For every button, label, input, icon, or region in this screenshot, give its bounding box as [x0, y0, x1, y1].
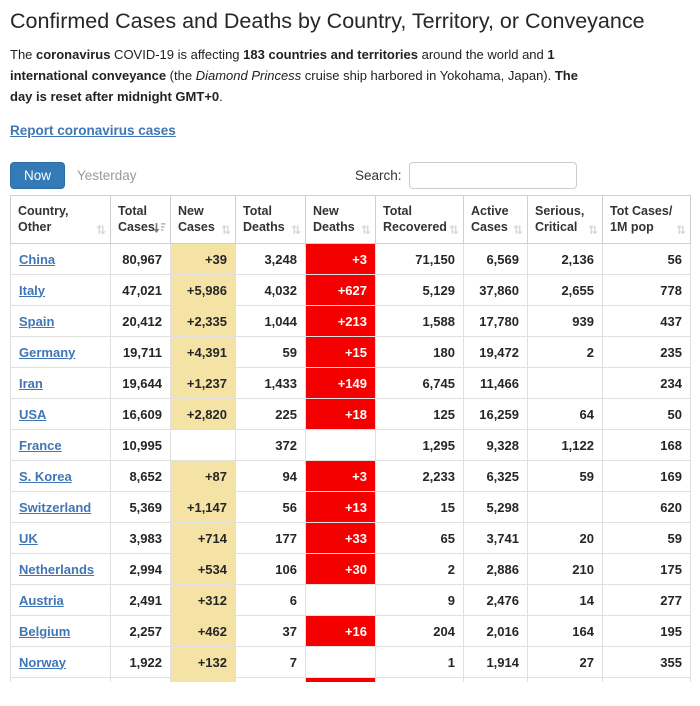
report-cases-link[interactable]: Report coronavirus cases [10, 123, 176, 138]
cell-country [11, 306, 111, 337]
column-header-label: New [178, 204, 204, 218]
cell-total-recovered: 65 [376, 523, 464, 554]
cell-country [11, 616, 111, 647]
column-header-label: Total [118, 204, 147, 218]
cell-serious-critical: 210 [528, 554, 603, 585]
cell-active-cases: 3,741 [464, 523, 528, 554]
cell-new-deaths: +627 [306, 275, 376, 306]
cell-new-cases: +462 [171, 616, 236, 647]
table-row [11, 399, 691, 430]
cell-new-cases: +5,986 [171, 275, 236, 306]
cell-new-deaths: +18 [306, 399, 376, 430]
column-header-label: New [313, 204, 339, 218]
cell-serious-critical: 2 [528, 337, 603, 368]
country-link[interactable]: Austria [19, 592, 64, 608]
cell-total-recovered: 5,129 [376, 275, 464, 306]
column-header-country[interactable] [11, 196, 111, 244]
cell-active-cases: 17,780 [464, 306, 528, 337]
search-group [355, 162, 577, 189]
yesterday-button[interactable]: Yesterday [65, 163, 149, 188]
column-header-active-cases[interactable] [464, 196, 528, 244]
table-controls [10, 162, 690, 190]
cell-country [11, 585, 111, 616]
cell-cases-per-1m: 56 [603, 244, 691, 275]
cell-cases-per-1m: 195 [603, 616, 691, 647]
cell-active-cases: 6,325 [464, 461, 528, 492]
table-row [11, 368, 691, 399]
cell-total-cases: 20,412 [111, 306, 171, 337]
cell-cases-per-1m: 59 [603, 523, 691, 554]
intro-text-segment: coronavirus [36, 47, 111, 62]
cell-serious-critical [528, 678, 603, 682]
sort-icon: ⇅ [448, 223, 459, 237]
country-link[interactable]: Norway [19, 654, 66, 670]
column-header-label: 1M pop [610, 220, 654, 234]
table-row [11, 275, 691, 306]
cell-serious-critical: 164 [528, 616, 603, 647]
cell-cases-per-1m: 778 [603, 275, 691, 306]
sort-icon: ⇅ [587, 223, 598, 237]
cell-total-cases: 19,644 [111, 368, 171, 399]
column-header-label: Serious, [535, 204, 585, 218]
column-header-label: Other [18, 220, 52, 234]
cell-total-deaths: 6 [236, 585, 306, 616]
page-title: Confirmed Cases and Deaths by Country, Territory, or Conveyance [10, 9, 645, 33]
cell-total-deaths: 4,032 [236, 275, 306, 306]
cell-new-cases: +2,335 [171, 306, 236, 337]
cell-total-cases: 10,995 [111, 430, 171, 461]
cell-total-recovered: 2 [376, 554, 464, 585]
column-header-label: Recovered [383, 220, 447, 234]
sort-icon: ⇅ [360, 223, 371, 237]
cell-new-cases: +87 [171, 461, 236, 492]
sort-icon: ⇅ [290, 223, 301, 237]
intro-text-segment: . [219, 89, 223, 104]
cell-serious-critical: 14 [528, 585, 603, 616]
cell-total-recovered [376, 678, 464, 682]
cell-total-deaths: 94 [236, 461, 306, 492]
country-link[interactable]: Netherlands [19, 561, 95, 577]
country-link[interactable]: UK [19, 530, 38, 546]
country-link[interactable]: Switzerland [19, 499, 92, 515]
intro-text-segment: (the [166, 68, 196, 83]
cell-new-cases: +39 [171, 244, 236, 275]
cell-total-deaths [236, 678, 306, 682]
column-header-cases-per-1m[interactable] [603, 196, 691, 244]
cell-country [11, 337, 111, 368]
cell-total-cases [111, 678, 171, 682]
cell-total-recovered: 204 [376, 616, 464, 647]
table-row [11, 337, 691, 368]
cell-total-deaths: 372 [236, 430, 306, 461]
column-header-label: Cases [471, 220, 508, 234]
cell-total-cases: 8,652 [111, 461, 171, 492]
intro-text-segment: Diamond Princess [195, 68, 302, 83]
cell-country [11, 275, 111, 306]
cell-cases-per-1m: 234 [603, 368, 691, 399]
column-header-label: Total [383, 204, 412, 218]
sort-icon: ⇅ [675, 223, 686, 237]
intro-text-segment: 183 countries and territories [243, 47, 418, 62]
column-header-new-cases[interactable] [171, 196, 236, 244]
cell-serious-critical: 59 [528, 461, 603, 492]
now-button[interactable]: Now [10, 162, 65, 189]
cell-total-recovered: 125 [376, 399, 464, 430]
cell-cases-per-1m: 620 [603, 492, 691, 523]
cell-cases-per-1m: 277 [603, 585, 691, 616]
cell-active-cases: 11,466 [464, 368, 528, 399]
cell-new-cases: +1,147 [171, 492, 236, 523]
cell-total-cases: 47,021 [111, 275, 171, 306]
cell-new-cases: +2,820 [171, 399, 236, 430]
cell-new-deaths: +149 [306, 368, 376, 399]
table-row-partial [11, 678, 691, 682]
cell-cases-per-1m: 169 [603, 461, 691, 492]
cell-new-deaths: +33 [306, 523, 376, 554]
column-header-label: Cases [178, 220, 215, 234]
cell-total-recovered: 71,150 [376, 244, 464, 275]
column-header-label: Cases [118, 220, 155, 234]
column-header-total-cases[interactable] [111, 196, 171, 244]
country-link[interactable]: USA [19, 406, 47, 422]
intro-text-segment: The day is reset after midnight GMT+0 [10, 68, 578, 104]
cell-total-recovered: 2,233 [376, 461, 464, 492]
cell-new-deaths [306, 678, 376, 682]
cell-total-cases: 2,994 [111, 554, 171, 585]
country-link[interactable]: Spain [19, 313, 55, 329]
column-header-label: Tot Cases/ [610, 204, 673, 218]
cell-serious-critical: 939 [528, 306, 603, 337]
country-link[interactable]: Italy [19, 282, 46, 298]
cell-total-deaths: 56 [236, 492, 306, 523]
cell-new-cases: +1,237 [171, 368, 236, 399]
cell-serious-critical: 2,136 [528, 244, 603, 275]
cell-total-deaths: 7 [236, 647, 306, 678]
cell-total-recovered: 15 [376, 492, 464, 523]
cell-total-deaths: 3,248 [236, 244, 306, 275]
search-input[interactable] [409, 162, 577, 189]
column-header-label: Active [471, 204, 509, 218]
cell-new-cases [171, 678, 236, 682]
cell-total-cases: 80,967 [111, 244, 171, 275]
country-link[interactable]: Iran [19, 375, 43, 391]
table-row [11, 616, 691, 647]
cell-new-deaths: +15 [306, 337, 376, 368]
cell-serious-critical: 64 [528, 399, 603, 430]
cell-total-deaths: 37 [236, 616, 306, 647]
table-row [11, 306, 691, 337]
cell-total-recovered: 6,745 [376, 368, 464, 399]
cell-total-recovered: 180 [376, 337, 464, 368]
cell-total-recovered: 9 [376, 585, 464, 616]
column-header-total-recovered[interactable] [376, 196, 464, 244]
cases-table [10, 195, 691, 682]
sort-icon: ⇅ [95, 223, 106, 237]
cell-new-cases: +534 [171, 554, 236, 585]
cell-country [11, 461, 111, 492]
cell-total-deaths: 106 [236, 554, 306, 585]
cell-total-cases: 2,257 [111, 616, 171, 647]
column-header-label: Critical [535, 220, 578, 234]
table-row [11, 554, 691, 585]
cell-active-cases: 16,259 [464, 399, 528, 430]
intro-text-segment: The [10, 47, 37, 62]
cell-active-cases: 2,886 [464, 554, 528, 585]
cell-total-deaths: 1,044 [236, 306, 306, 337]
cell-total-cases: 3,983 [111, 523, 171, 554]
table-row [11, 523, 691, 554]
cell-total-cases: 5,369 [111, 492, 171, 523]
table-header-row [11, 196, 691, 244]
cell-country [11, 368, 111, 399]
cell-new-deaths: +16 [306, 616, 376, 647]
cell-serious-critical: 27 [528, 647, 603, 678]
cell-new-deaths: +213 [306, 306, 376, 337]
cell-new-deaths: +3 [306, 461, 376, 492]
cell-cases-per-1m: 437 [603, 306, 691, 337]
cell-country [11, 244, 111, 275]
table-row [11, 244, 691, 275]
cell-new-cases: +4,391 [171, 337, 236, 368]
cell-total-deaths: 177 [236, 523, 306, 554]
cell-total-cases: 1,922 [111, 647, 171, 678]
cell-country [11, 554, 111, 585]
cell-cases-per-1m: 175 [603, 554, 691, 585]
cell-country [11, 523, 111, 554]
cell-new-deaths [306, 647, 376, 678]
cell-serious-critical [528, 368, 603, 399]
country-link[interactable]: Belgium [19, 623, 71, 639]
search-label: Search: [355, 168, 402, 183]
cell-new-cases: +714 [171, 523, 236, 554]
table-row [11, 492, 691, 523]
cell-total-cases: 19,711 [111, 337, 171, 368]
cell-country [11, 647, 111, 678]
column-header-label: Country, [18, 204, 69, 218]
cell-active-cases: 6,569 [464, 244, 528, 275]
cell-new-cases [171, 430, 236, 461]
cell-active-cases: 9,328 [464, 430, 528, 461]
cell-new-deaths: +13 [306, 492, 376, 523]
column-header-serious-critical[interactable] [528, 196, 603, 244]
intro-paragraph [10, 44, 582, 107]
cell-serious-critical [528, 492, 603, 523]
cell-active-cases: 5,298 [464, 492, 528, 523]
cell-total-recovered: 1,588 [376, 306, 464, 337]
country-link[interactable]: S. Korea [19, 468, 72, 484]
cell-cases-per-1m [603, 678, 691, 682]
cell-new-deaths [306, 430, 376, 461]
cell-country [11, 399, 111, 430]
cell-country [11, 492, 111, 523]
intro-text-segment: COVID-19 is affecting [110, 47, 244, 62]
country-link[interactable]: France [19, 437, 62, 453]
now-yesterday-toggle [10, 162, 149, 189]
column-header-label: Total [243, 204, 272, 218]
cell-serious-critical: 20 [528, 523, 603, 554]
cell-total-deaths: 59 [236, 337, 306, 368]
table-row [11, 430, 691, 461]
cell-active-cases: 37,860 [464, 275, 528, 306]
cell-total-cases: 16,609 [111, 399, 171, 430]
cell-new-deaths [306, 585, 376, 616]
cell-new-deaths: +3 [306, 244, 376, 275]
cell-serious-critical: 2,655 [528, 275, 603, 306]
cell-active-cases [464, 678, 528, 682]
sort-icon: ⇅ [220, 223, 231, 237]
cell-country [11, 678, 111, 682]
intro-text-segment: around the world and [418, 47, 548, 62]
intro-text-segment: 1 international conveyance [10, 47, 555, 83]
cell-new-cases: +132 [171, 647, 236, 678]
cell-active-cases: 1,914 [464, 647, 528, 678]
cell-active-cases: 19,472 [464, 337, 528, 368]
cell-active-cases: 2,016 [464, 616, 528, 647]
cell-cases-per-1m: 168 [603, 430, 691, 461]
sort-icon: ⇅ [512, 223, 523, 237]
cell-country [11, 430, 111, 461]
intro-text-segment: cruise ship harbored in Yokohama, Japan). [301, 68, 555, 83]
table-row [11, 461, 691, 492]
country-link[interactable]: Germany [19, 344, 76, 360]
cell-total-recovered: 1 [376, 647, 464, 678]
column-header-label: Deaths [313, 220, 355, 234]
cell-active-cases: 2,476 [464, 585, 528, 616]
cell-cases-per-1m: 235 [603, 337, 691, 368]
cell-new-deaths: +30 [306, 554, 376, 585]
country-link[interactable]: China [19, 251, 56, 267]
column-header-label: Deaths [243, 220, 285, 234]
cell-total-deaths: 1,433 [236, 368, 306, 399]
cell-cases-per-1m: 50 [603, 399, 691, 430]
sort-descending-icon [153, 222, 166, 236]
cell-new-cases: +312 [171, 585, 236, 616]
cell-total-cases: 2,491 [111, 585, 171, 616]
cell-total-recovered: 1,295 [376, 430, 464, 461]
cell-serious-critical: 1,122 [528, 430, 603, 461]
table-row [11, 585, 691, 616]
cell-cases-per-1m: 355 [603, 647, 691, 678]
table-row [11, 647, 691, 678]
column-header-new-deaths[interactable] [306, 196, 376, 244]
column-header-total-deaths[interactable] [236, 196, 306, 244]
cell-total-deaths: 225 [236, 399, 306, 430]
